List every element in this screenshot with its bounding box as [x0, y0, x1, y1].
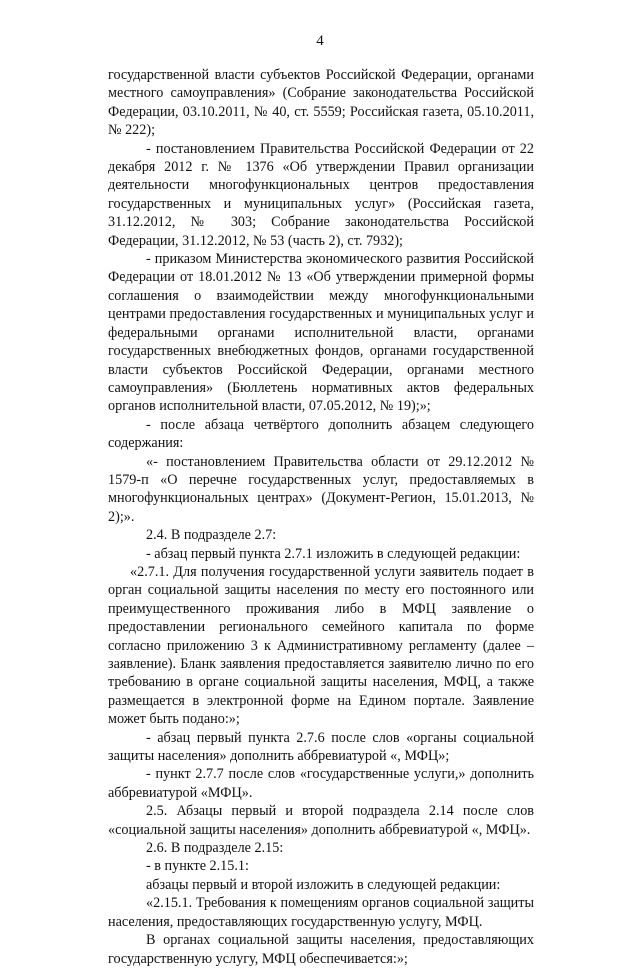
paragraph: государственной власти субъектов Российской Федерации, органами местного самоуправления» (Собрание законодательства Российской Федерации, 03.10.2011, № 40, ст. 5559; Российская газета, 05.10.2011, № 222);: [108, 67, 534, 139]
paragraph: - постановлением Правительства Российской Федерации от 22 декабря 2012 г. № 1376 «Об утверждении Правил организации деятельности многофункциональных центров предоставления государственных и муниципальных услуг» (Российская газета, 31.12.2012, № 303; Собрание законодательства Российской Федерации, 31.12.2012, № 53 (часть 2), ст. 7932);: [108, 140, 534, 249]
paragraph: - абзац первый пункта 2.7.6 после слов «органы социальной защиты населения» дополнить аббревиатурой «, МФЦ»;: [108, 729, 534, 765]
paragraph: абзацы первый и второй изложить в следующей редакции:: [146, 876, 501, 893]
paragraph: - абзац первый пункта 2.7.1 изложить в следующей редакции:: [146, 545, 521, 562]
paragraph: В органах социальной защиты населения, предоставляющих государственную услугу, МФЦ обеспечивается:»;: [108, 932, 534, 967]
paragraph: - после абзаца четвёртого дополнить абзацем следующего содержания:: [108, 416, 534, 452]
paragraph: 2.5. Абзацы первый и второй подраздела 2.14 после слов «социальной защиты населения» дополнить аббревиатурой «, МФЦ».: [108, 803, 534, 838]
paragraph: - приказом Министерства экономического развития Российской Федерации от 18.01.2012 № 13 «Об утверждении примерной формы соглашения о взаимодействии между многофункциональными центрами предоставления государственных и муниципальных услуг и федеральными органами исполнительной власти, органами государственных внебюджетных фондов, органами государственной власти субъектов Российской Федерации, органами местного самоуправления» (Бюллетень нормативных актов федеральных органов исполнительной власти, 07.05.2012, № 19);»;: [108, 251, 534, 415]
document-body: [108, 66, 534, 968]
paragraph: 2.4. В подразделе 2.7:: [146, 527, 277, 544]
paragraph: - в пункте 2.15.1:: [146, 858, 249, 875]
page-number: 4: [316, 33, 324, 49]
paragraph: «2.15.1. Требования к помещениям органов социальной защиты населения, предоставляющих государственную услугу, МФЦ.: [108, 895, 534, 930]
paragraph: 2.6. В подразделе 2.15:: [146, 840, 284, 857]
paragraph: - пункт 2.7.7 после слов «государственные услуги,» дополнить аббревиатурой «МФЦ».: [108, 766, 534, 801]
paragraph: «2.7.1. Для получения государственной услуги заявитель подает в орган социальной защиты населения по месту его постоянного или преимущественного проживания либо в МФЦ заявление о предоставлении регионального семейного капитала по форме согласно приложению 3 к Административному регламенту (далее – заявление). Бланк заявления предоставляется заявителю лично по его требованию в органе социальной защиты населения, МФЦ, а также размещается в электронной форме на Едином портале. Заявление может быть подано:»;: [108, 563, 534, 728]
paragraph: «- постановлением Правительства области от 29.12.2012 № 1579-п «О перечне государственных услуг, предоставляемых в многофункциональных центрах» (Документ-Регион, 15.01.2013, № 2);».: [108, 453, 534, 525]
